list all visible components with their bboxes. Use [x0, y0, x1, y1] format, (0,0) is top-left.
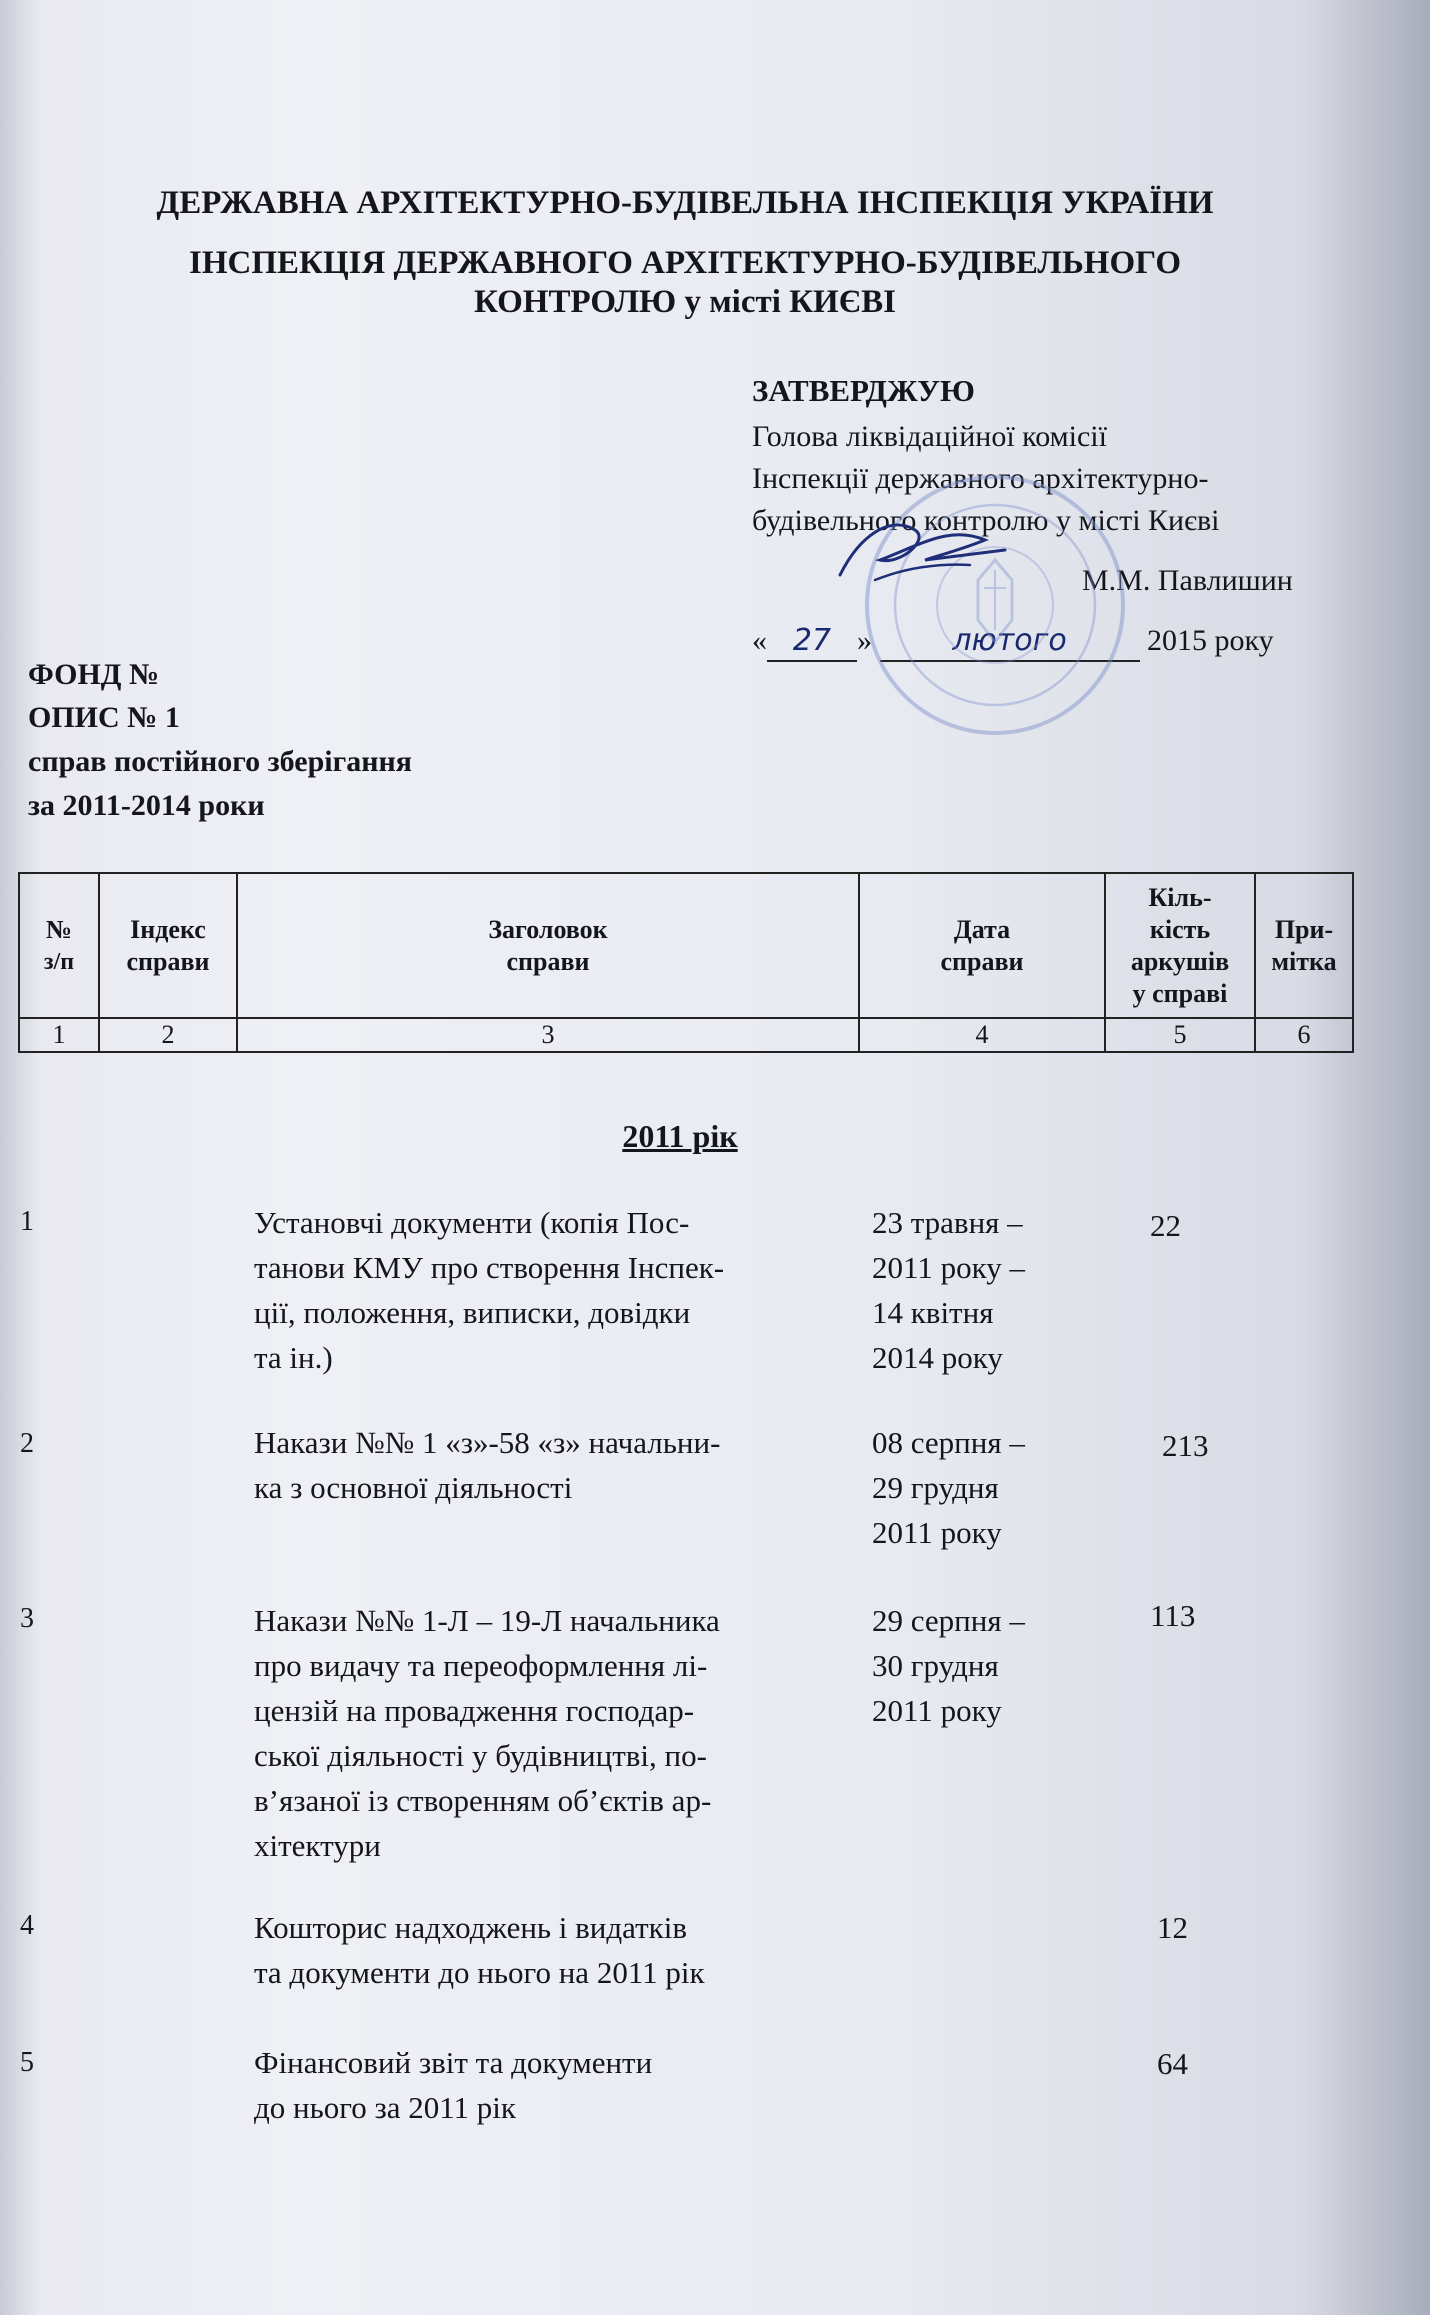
col-title-header: Заголовок справи [237, 873, 859, 1018]
date-year: 2015 року [1147, 624, 1274, 657]
date-month: лютого [880, 622, 1140, 662]
row-number: 2 [20, 1428, 34, 1459]
row-title: Кошторис надходжень і видатків та документи до нього на 2011 рік [254, 1910, 705, 1990]
row-pages: 64 [1157, 2046, 1188, 2081]
row-date: 08 серпня – 29 грудня 2011 року [872, 1425, 1025, 1550]
row-date: 29 серпня – 30 грудня 2011 року [872, 1603, 1025, 1728]
row-date: 23 травня – 2011 року – 14 квітня 2014 року [872, 1205, 1025, 1375]
col-number-header: № з/п [19, 873, 99, 1018]
opys-number: ОПИС № 1 [28, 701, 180, 734]
row-title: Установчі документи (копія Пос- танови КМУ про створення Інспек- ції, положення, виписки, довідки та ін.) [254, 1205, 725, 1375]
approval-line1: Голова ліквідаційної комісії [752, 420, 1107, 453]
col-num-6: 6 [1255, 1018, 1353, 1052]
row-number: 4 [20, 1910, 34, 1941]
signature-icon [820, 505, 1020, 595]
fond-number: ФОНД № [28, 658, 160, 691]
storage-type: справ постійного зберігання [28, 745, 413, 778]
date-quote-open: « [752, 624, 767, 657]
col-notes-header: При- мітка [1255, 873, 1353, 1018]
row-pages: 113 [1150, 1598, 1196, 1633]
org-header-line1: ДЕРЖАВНА АРХІТЕКТУРНО-БУДІВЕЛЬНА ІНСПЕКЦІЯ УКРАЇНИ [156, 185, 1214, 221]
row-number: 5 [20, 2047, 34, 2078]
row-number: 3 [20, 1603, 34, 1634]
col-num-1: 1 [19, 1018, 99, 1052]
year-heading: 2011 рік [622, 1118, 738, 1154]
column-header-table [18, 872, 1354, 1053]
col-pages-header: Кіль- кість аркушів у справі [1105, 873, 1255, 1018]
approval-line3: будівельного контролю у місті Києві [752, 504, 1220, 537]
approval-title: ЗАТВЕРДЖУЮ [752, 373, 975, 408]
col-num-4: 4 [859, 1018, 1105, 1052]
approval-line2: Інспекції державного архітектурно- [752, 462, 1209, 495]
row-pages: 12 [1157, 1910, 1188, 1945]
row-number: 1 [20, 1206, 34, 1237]
storage-period: за 2011-2014 роки [28, 789, 265, 822]
date-quote-close: » [857, 624, 872, 657]
col-num-2: 2 [99, 1018, 237, 1052]
date-day: 27 [767, 622, 857, 662]
org-header-line3: КОНТРОЛЮ у місті КИЄВІ [474, 284, 896, 320]
col-num-3: 3 [237, 1018, 859, 1052]
org-header-line2: ІНСПЕКЦІЯ ДЕРЖАВНОГО АРХІТЕКТУРНО-БУДІВЕЛЬНОГО [189, 245, 1181, 281]
col-date-header: Дата справи [859, 873, 1105, 1018]
row-title: Фінансовий звіт та документи до нього за 2011 рік [254, 2045, 653, 2125]
row-title: Накази №№ 1 «з»-58 «з» начальни- ка з основної діяльності [254, 1425, 721, 1505]
col-num-5: 5 [1105, 1018, 1255, 1052]
col-index-header: Індекс справи [99, 873, 237, 1018]
row-pages: 213 [1162, 1428, 1209, 1463]
approver-name: М.М. Павлишин [1082, 564, 1293, 597]
row-pages: 22 [1150, 1208, 1181, 1243]
row-title: Накази №№ 1-Л – 19-Л начальника про видачу та переоформлення лі- цензій на провадження господар- ської діяльності у будівництві, по- в’язаної із створенням об’єктів ар- хітектури [254, 1603, 720, 1863]
